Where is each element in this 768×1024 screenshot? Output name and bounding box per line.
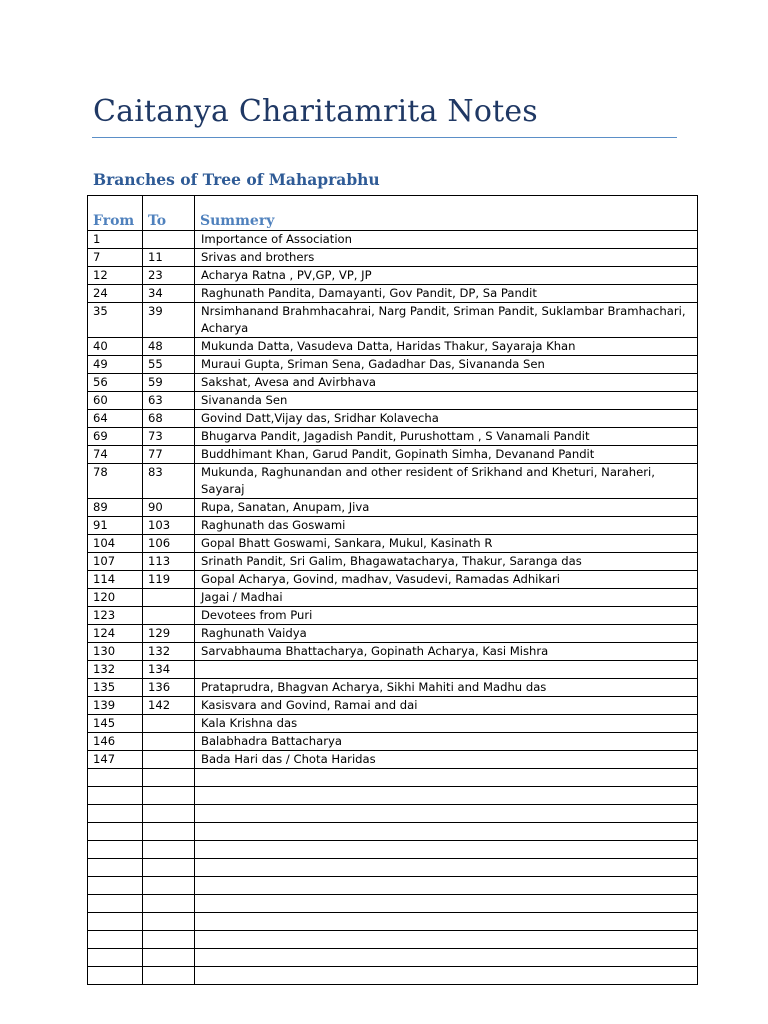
cell-to	[143, 913, 195, 931]
cell-to	[143, 877, 195, 895]
cell-to	[143, 931, 195, 949]
cell-to	[143, 589, 195, 607]
cell-to	[143, 231, 195, 249]
notes-table	[87, 195, 698, 985]
table-row	[88, 697, 698, 715]
table-row	[88, 895, 698, 913]
cell-summary: Raghunath Pandita, Damayanti, Gov Pandit, DP, Sa Pandit	[195, 285, 698, 303]
cell-summary	[195, 787, 698, 805]
header-to: To	[143, 196, 195, 231]
table-row	[88, 823, 698, 841]
cell-summary: Sarvabhauma Bhattacharya, Gopinath Acharya, Kasi Mishra	[195, 643, 698, 661]
document-title: Caitanya Charitamrita Notes	[93, 94, 538, 129]
cell-from: 24	[88, 285, 143, 303]
cell-from: 1	[88, 231, 143, 249]
cell-to	[143, 967, 195, 985]
table-row	[88, 751, 698, 769]
table-row	[88, 625, 698, 643]
cell-from: 132	[88, 661, 143, 679]
cell-to	[143, 607, 195, 625]
cell-to	[143, 895, 195, 913]
cell-summary: Buddhimant Khan, Garud Pandit, Gopinath Simha, Devanand Pandit	[195, 446, 698, 464]
cell-summary	[195, 949, 698, 967]
cell-from: 12	[88, 267, 143, 285]
cell-summary: Muraui Gupta, Sriman Sena, Gadadhar Das, Sivananda Sen	[195, 356, 698, 374]
table-row	[88, 841, 698, 859]
cell-summary: Sivananda Sen	[195, 392, 698, 410]
table-row	[88, 877, 698, 895]
cell-from: 135	[88, 679, 143, 697]
cell-from: 35	[88, 303, 143, 338]
table-row	[88, 285, 698, 303]
table-row	[88, 643, 698, 661]
cell-to: 134	[143, 661, 195, 679]
table-row	[88, 249, 698, 267]
table-row	[88, 607, 698, 625]
cell-summary: Importance of Association	[195, 231, 698, 249]
cell-to: 77	[143, 446, 195, 464]
table-row	[88, 931, 698, 949]
cell-to: 11	[143, 249, 195, 267]
cell-to: 106	[143, 535, 195, 553]
cell-summary	[195, 967, 698, 985]
cell-to: 83	[143, 464, 195, 499]
table-row	[88, 374, 698, 392]
table-row	[88, 913, 698, 931]
cell-from: 64	[88, 410, 143, 428]
cell-summary	[195, 859, 698, 877]
cell-summary: Govind Datt,Vijay das, Sridhar Kolavecha	[195, 410, 698, 428]
cell-from: 107	[88, 553, 143, 571]
cell-summary: Devotees from Puri	[195, 607, 698, 625]
table-row	[88, 392, 698, 410]
table-row	[88, 446, 698, 464]
cell-to	[143, 769, 195, 787]
cell-from	[88, 859, 143, 877]
cell-summary: Rupa, Sanatan, Anupam, Jiva	[195, 499, 698, 517]
cell-from: 139	[88, 697, 143, 715]
cell-to: 34	[143, 285, 195, 303]
cell-summary	[195, 769, 698, 787]
table-row	[88, 499, 698, 517]
cell-to	[143, 841, 195, 859]
cell-from: 69	[88, 428, 143, 446]
cell-summary: Gopal Bhatt Goswami, Sankara, Mukul, Kasinath R	[195, 535, 698, 553]
cell-summary: Gopal Acharya, Govind, madhav, Vasudevi, Ramadas Adhikari	[195, 571, 698, 589]
cell-from: 7	[88, 249, 143, 267]
cell-from	[88, 841, 143, 859]
cell-from: 114	[88, 571, 143, 589]
table-row	[88, 733, 698, 751]
cell-from: 120	[88, 589, 143, 607]
cell-from	[88, 949, 143, 967]
cell-to	[143, 859, 195, 877]
cell-to: 103	[143, 517, 195, 535]
cell-summary: Balabhadra Battacharya	[195, 733, 698, 751]
cell-to: 23	[143, 267, 195, 285]
cell-summary	[195, 823, 698, 841]
cell-to: 129	[143, 625, 195, 643]
cell-from: 146	[88, 733, 143, 751]
cell-to	[143, 787, 195, 805]
cell-from: 91	[88, 517, 143, 535]
table-row	[88, 661, 698, 679]
table-row	[88, 517, 698, 535]
cell-summary	[195, 841, 698, 859]
cell-from: 123	[88, 607, 143, 625]
cell-summary: Bhugarva Pandit, Jagadish Pandit, Purushottam , S Vanamali Pandit	[195, 428, 698, 446]
table-header-row	[88, 196, 698, 231]
cell-from: 40	[88, 338, 143, 356]
cell-to: 142	[143, 697, 195, 715]
table-row	[88, 553, 698, 571]
table-row	[88, 571, 698, 589]
cell-to	[143, 823, 195, 841]
cell-summary	[195, 877, 698, 895]
cell-to: 119	[143, 571, 195, 589]
cell-from	[88, 805, 143, 823]
table-row	[88, 859, 698, 877]
cell-to: 48	[143, 338, 195, 356]
table-row	[88, 805, 698, 823]
table-row	[88, 303, 698, 338]
cell-summary	[195, 895, 698, 913]
cell-summary: Sakshat, Avesa and Avirbhava	[195, 374, 698, 392]
table-row	[88, 949, 698, 967]
cell-to: 136	[143, 679, 195, 697]
table-row	[88, 464, 698, 499]
header-from: From	[88, 196, 143, 231]
cell-summary: Kasisvara and Govind, Ramai and dai	[195, 697, 698, 715]
cell-summary: Jagai / Madhai	[195, 589, 698, 607]
table-row	[88, 967, 698, 985]
cell-summary: Mukunda Datta, Vasudeva Datta, Haridas Thakur, Sayaraja Khan	[195, 338, 698, 356]
cell-from: 89	[88, 499, 143, 517]
section-heading: Branches of Tree of Mahaprabhu	[93, 170, 380, 189]
cell-summary: Srivas and brothers	[195, 249, 698, 267]
cell-to	[143, 805, 195, 823]
cell-to	[143, 733, 195, 751]
table-row	[88, 679, 698, 697]
cell-to	[143, 949, 195, 967]
cell-summary: Raghunath das Goswami	[195, 517, 698, 535]
cell-from: 60	[88, 392, 143, 410]
cell-from	[88, 769, 143, 787]
cell-from	[88, 877, 143, 895]
cell-from: 145	[88, 715, 143, 733]
cell-summary: Kala Krishna das	[195, 715, 698, 733]
cell-summary	[195, 931, 698, 949]
cell-from: 56	[88, 374, 143, 392]
cell-to: 63	[143, 392, 195, 410]
table-row	[88, 231, 698, 249]
cell-from: 147	[88, 751, 143, 769]
cell-to: 132	[143, 643, 195, 661]
cell-from	[88, 787, 143, 805]
table-row	[88, 410, 698, 428]
cell-summary	[195, 805, 698, 823]
cell-from	[88, 895, 143, 913]
table-row	[88, 787, 698, 805]
table-row	[88, 428, 698, 446]
header-summary: Summery	[195, 196, 698, 231]
cell-to: 68	[143, 410, 195, 428]
cell-to: 39	[143, 303, 195, 338]
table-row	[88, 715, 698, 733]
table-row	[88, 267, 698, 285]
table-row	[88, 769, 698, 787]
cell-summary: Srinath Pandit, Sri Galim, Bhagawatacharya, Thakur, Saranga das	[195, 553, 698, 571]
cell-to: 113	[143, 553, 195, 571]
cell-to: 73	[143, 428, 195, 446]
cell-summary	[195, 661, 698, 679]
cell-summary: Bada Hari das / Chota Haridas	[195, 751, 698, 769]
cell-from: 104	[88, 535, 143, 553]
cell-from: 78	[88, 464, 143, 499]
table-row	[88, 589, 698, 607]
cell-from: 124	[88, 625, 143, 643]
table-row	[88, 338, 698, 356]
cell-from	[88, 931, 143, 949]
cell-summary: Mukunda, Raghunandan and other resident of Srikhand and Kheturi, Naraheri, Sayaraj	[195, 464, 698, 499]
cell-to: 59	[143, 374, 195, 392]
cell-summary: Acharya Ratna , PV,GP, VP, JP	[195, 267, 698, 285]
cell-to: 90	[143, 499, 195, 517]
cell-from: 74	[88, 446, 143, 464]
title-underline	[92, 137, 677, 138]
table-row	[88, 535, 698, 553]
cell-to	[143, 751, 195, 769]
cell-from: 49	[88, 356, 143, 374]
cell-summary: Raghunath Vaidya	[195, 625, 698, 643]
cell-from	[88, 823, 143, 841]
cell-from	[88, 913, 143, 931]
cell-to	[143, 715, 195, 733]
cell-to: 55	[143, 356, 195, 374]
cell-summary	[195, 913, 698, 931]
cell-summary: Nrsimhanand Brahmhacahrai, Narg Pandit, Sriman Pandit, Suklambar Bramhachari, Acharya	[195, 303, 698, 338]
cell-summary: Prataprudra, Bhagvan Acharya, Sikhi Mahiti and Madhu das	[195, 679, 698, 697]
table-row	[88, 356, 698, 374]
cell-from: 130	[88, 643, 143, 661]
cell-from	[88, 967, 143, 985]
